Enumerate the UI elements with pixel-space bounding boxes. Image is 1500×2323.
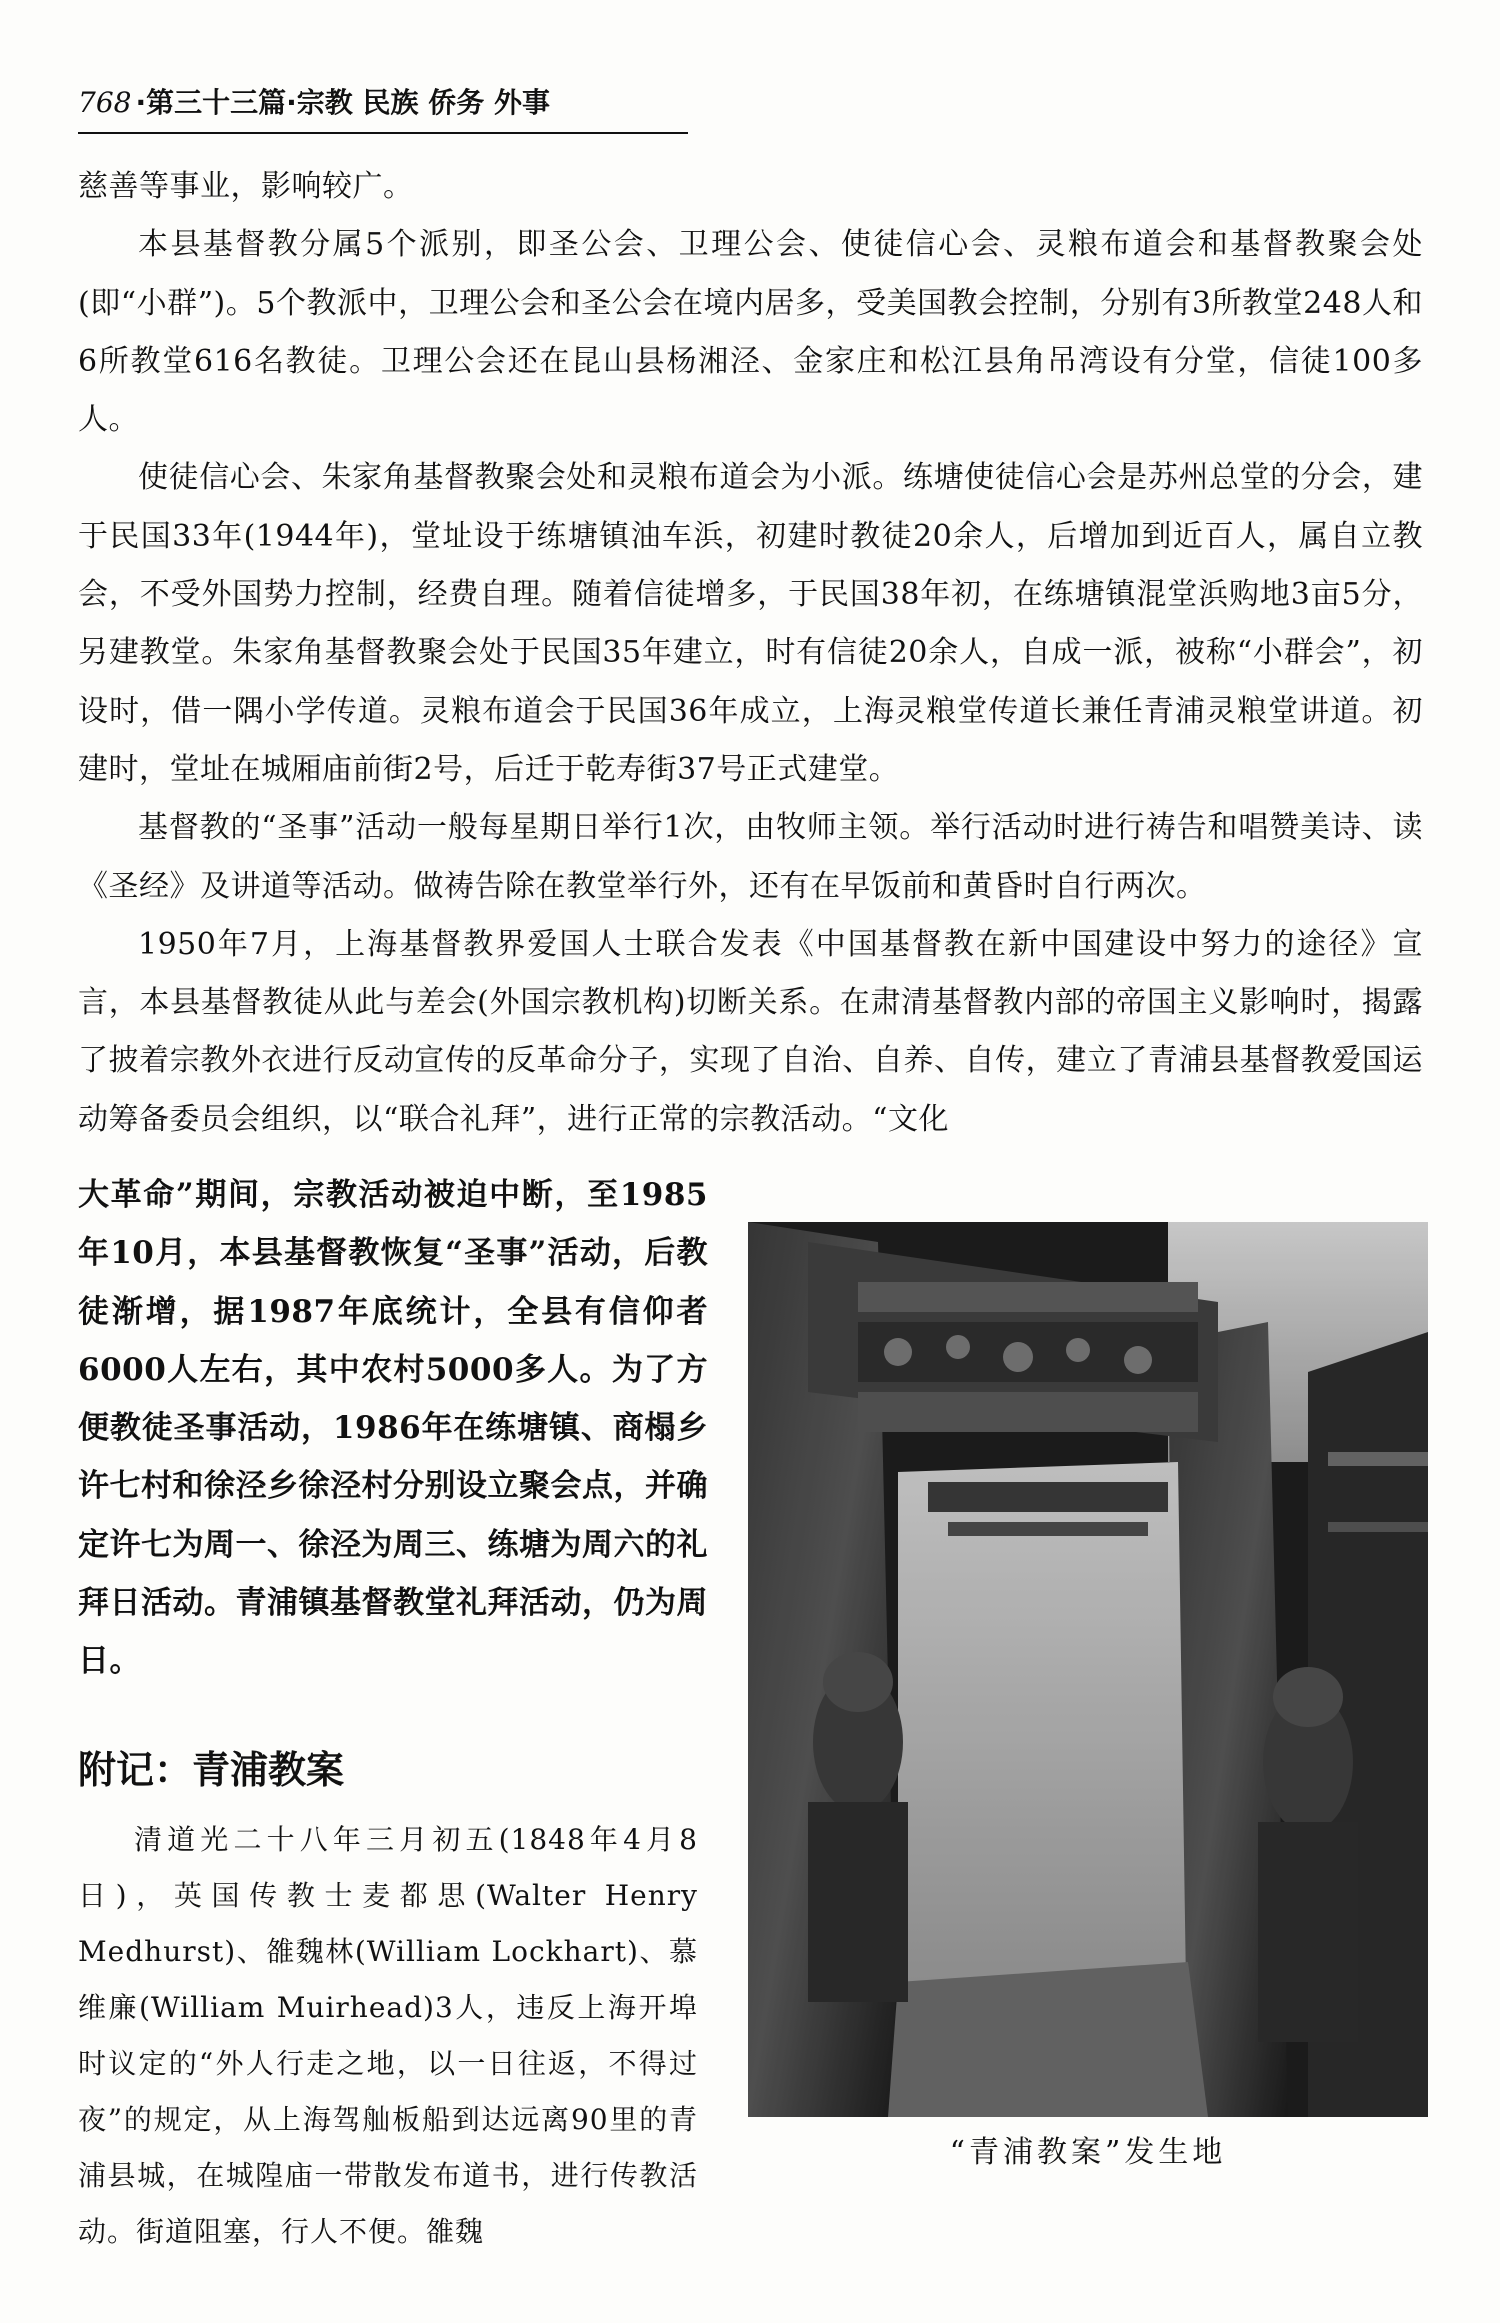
wrap-column xyxy=(78,1166,708,1691)
header-rule xyxy=(78,132,688,134)
paragraph: 本县基督教分属5个派别，即圣公会、卫理公会、使徒信心会、灵粮布道会和基督教聚会处(即“小群”)。5个教派中，卫理公会和圣公会在境内居多，受美国教会控制，分别有3所教堂248人和6所教堂616名教徒。卫理公会还在昆山县杨湘泾、金家庄和松江县角吊湾设有分堂，信徒100多人。 xyxy=(78,227,1423,438)
historic-gate-photo xyxy=(748,1222,1428,2117)
appendix-text xyxy=(78,1812,698,2260)
paragraph: 基督教的“圣事”活动一般每星期日举行1次，由牧师主领。举行活动时进行祷告和唱赞美诗、读《圣经》及讲道等活动。做祷告除在教堂举行外，还有在早饭前和黄昏时自行两次。 xyxy=(78,810,1423,904)
paragraph: 1950年7月，上海基督教界爱国人士联合发表《中国基督教在新中国建设中努力的途径》宣言，本县基督教徒从此与差会(外国宗教机构)切断关系。在肃清基督教内部的帝国主义影响时，揭露了披着宗教外衣进行反动宣传的反革命分子，实现了自治、自养、自传，建立了青浦县基督教爱国运动筹备委员会组织，以“联合礼拜”，进行正常的宗教活动。“文化 xyxy=(78,926,1423,1137)
main-text xyxy=(78,158,1423,1149)
paragraph: 使徒信心会、朱家角基督教聚会处和灵粮布道会为小派。练塘使徒信心会是苏州总堂的分会，建于民国33年(1944年)，堂址设于练塘镇油车浜，初建时教徒20余人，后增加到近百人，属自立教会，不受外国势力控制，经费自理。随着信徒增多，于民国38年初，在练塘镇混堂浜购地3亩5分，另建教堂。朱家角基督教聚会处于民国35年建立，时有信徒20余人，自成一派，被称“小群会”，初设时，借一隅小学传道。灵粮布道会于民国36年成立，上海灵粮堂传道长兼任青浦灵粮堂讲道。初建时，堂址在城厢庙前街2号，后迁于乾寿街37号正式建堂。 xyxy=(78,460,1423,787)
appendix-title: 附记：青浦教案 xyxy=(78,1748,345,1792)
appendix-paragraph: 清道光二十八年三月初五(1848年4月8日)，英国传教士麦都思(Walter Henry Medhurst)、雒魏林(William Lockhart)、慕维廉(William Muirhead)3人，违反上海开埠时议定的“外人行走之地，以一日往返，不得过夜”的规定，从上海驾舢板船到达远离90里的青浦县城，在城隍庙一带散发布道书，进行传教活动。街道阻塞，行人不便。雒魏 xyxy=(78,1823,698,2248)
paragraph-continued: 大革命”期间，宗教活动被迫中断，至1985年10月，本县基督教恢复“圣事”活动，后教徒渐增，据1987年底统计，全县有信仰者6000人左右，其中农村5000多人。为了方便教徒圣事活动，1986年在练塘镇、商榻乡许七村和徐泾乡徐泾村分别设立聚会点，并确定许七为周一、徐泾为周三、练塘为周六的礼拜日活动。青浦镇基督教堂礼拜活动，仍为周日。 xyxy=(78,1177,708,1680)
gate-photo-illustration xyxy=(748,1222,1428,2117)
paragraph: 慈善等事业，影响较广。 xyxy=(78,169,414,204)
running-header xyxy=(78,78,688,128)
page-number: 768 xyxy=(78,86,132,119)
photo-caption: “青浦教案”发生地 xyxy=(949,2135,1227,2170)
running-title: ·第三十三篇·宗教 民族 侨务 外事 xyxy=(135,86,550,119)
